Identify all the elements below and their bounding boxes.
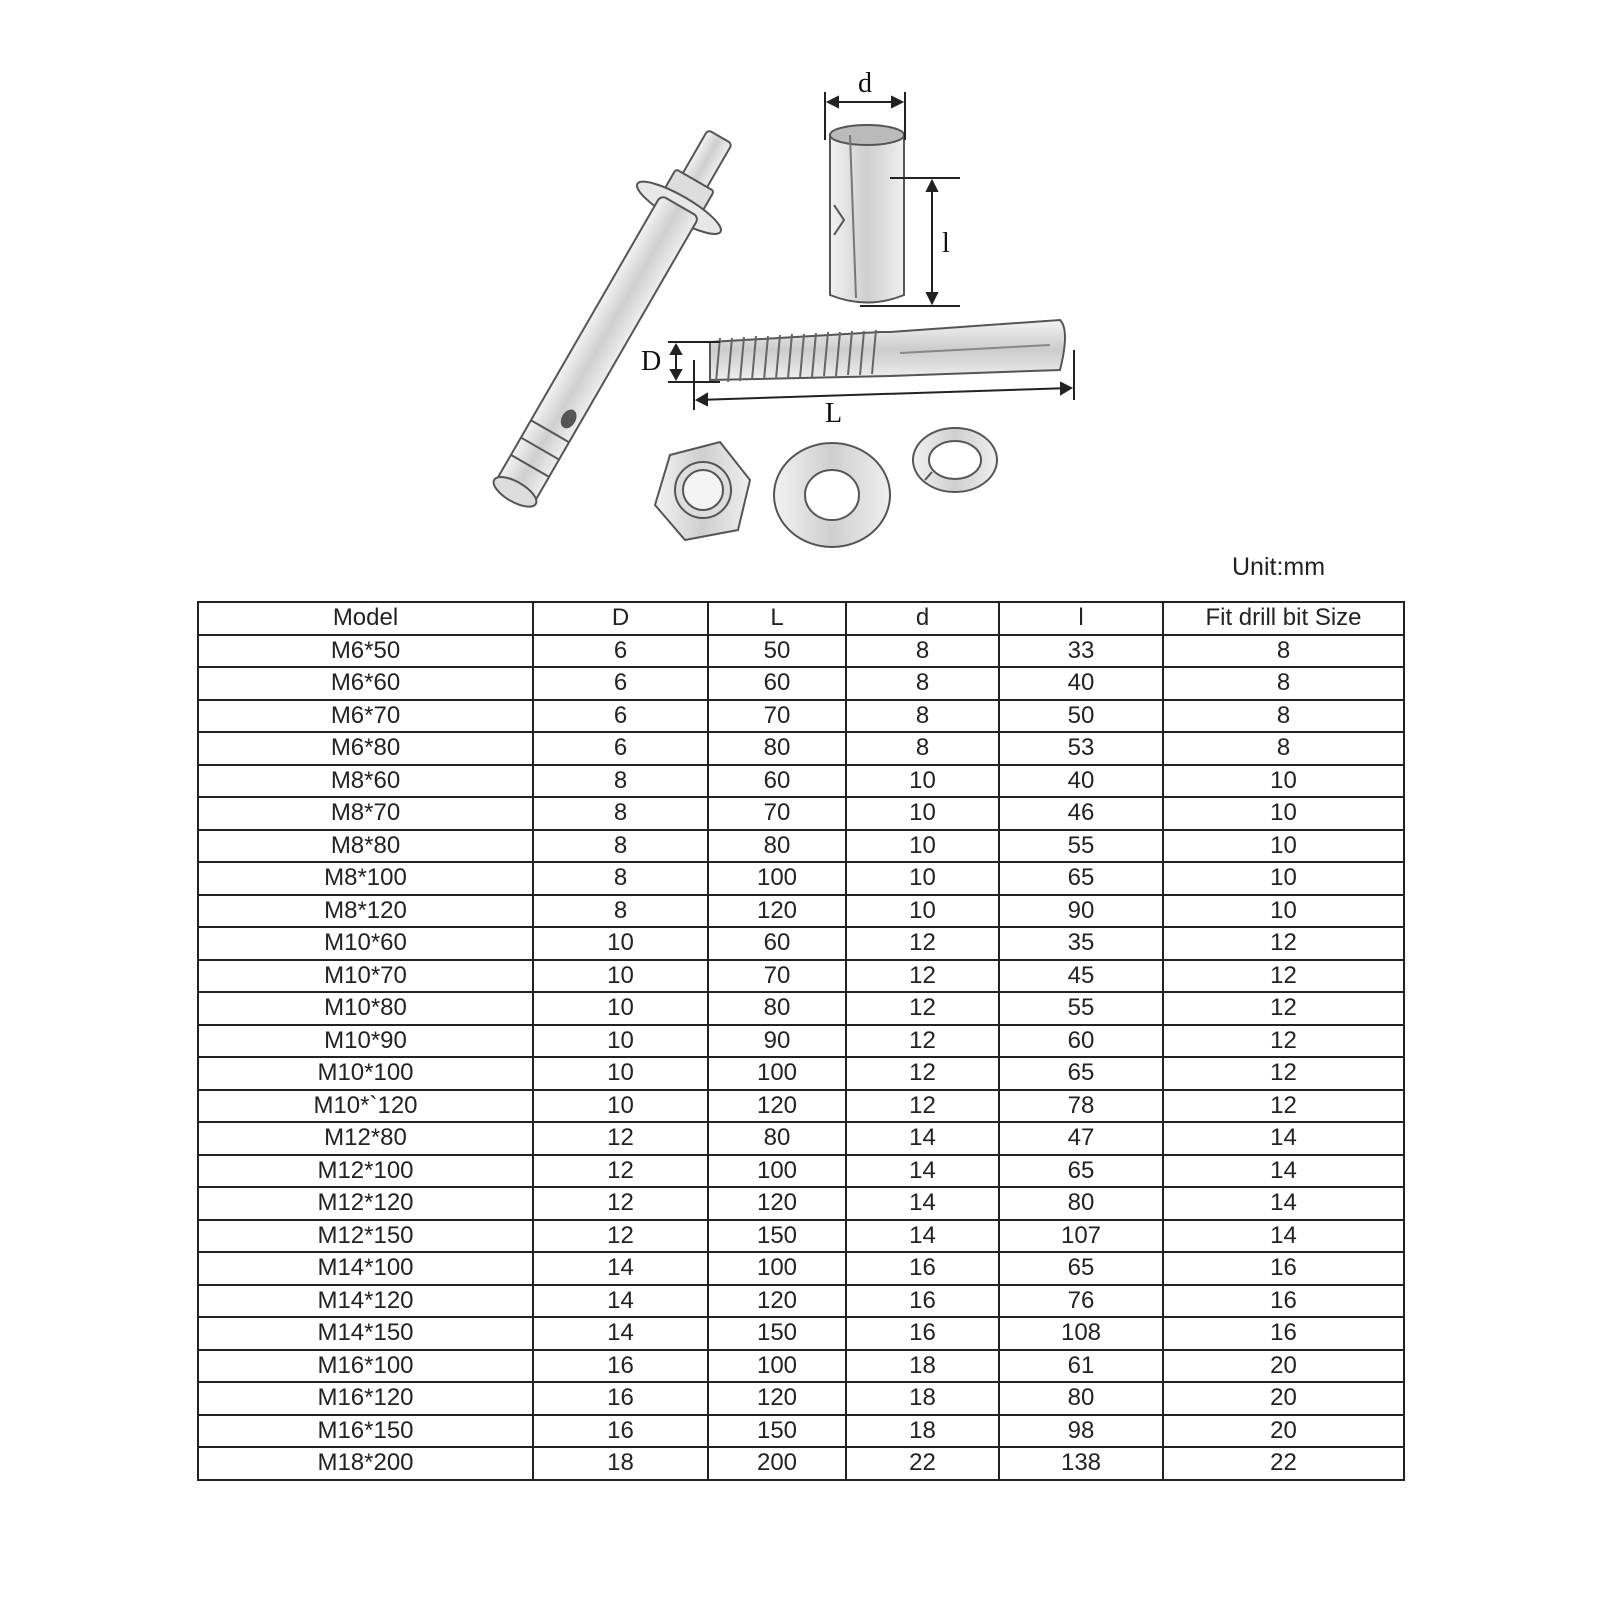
- cell-l: 107: [999, 1220, 1163, 1253]
- cell-l: 47: [999, 1122, 1163, 1155]
- table-row: [198, 1057, 1404, 1090]
- dimension-L-label: L: [825, 398, 843, 429]
- cell-drill-bit-size: 16: [1163, 1317, 1404, 1350]
- cell-D: 6: [533, 635, 708, 668]
- cell-drill-bit-size: 10: [1163, 765, 1404, 798]
- cell-L: 120: [708, 1090, 846, 1123]
- cell-d: 16: [846, 1285, 999, 1318]
- header-drill-bit-size: Fit drill bit Size: [1163, 602, 1404, 635]
- cell-d: 10: [846, 797, 999, 830]
- cell-D: 8: [533, 830, 708, 863]
- cell-D: 6: [533, 667, 708, 700]
- cell-D: 10: [533, 1057, 708, 1090]
- cell-drill-bit-size: 16: [1163, 1252, 1404, 1285]
- cell-l: 65: [999, 1252, 1163, 1285]
- cell-D: 14: [533, 1317, 708, 1350]
- table-row: [198, 1415, 1404, 1448]
- cell-D: 6: [533, 732, 708, 765]
- cell-l: 108: [999, 1317, 1163, 1350]
- cell-D: 8: [533, 895, 708, 928]
- cell-drill-bit-size: 12: [1163, 1057, 1404, 1090]
- cell-L: 150: [708, 1220, 846, 1253]
- cell-D: 6: [533, 700, 708, 733]
- cell-L: 120: [708, 1382, 846, 1415]
- cell-L: 100: [708, 1155, 846, 1188]
- cell-d: 8: [846, 700, 999, 733]
- cell-L: 70: [708, 797, 846, 830]
- table-row: [198, 732, 1404, 765]
- cell-d: 12: [846, 992, 999, 1025]
- spring-washer: [913, 428, 997, 492]
- table-row: [198, 927, 1404, 960]
- cell-l: 76: [999, 1285, 1163, 1318]
- table-row: [198, 960, 1404, 993]
- table-row: [198, 1090, 1404, 1123]
- table-row: [198, 895, 1404, 928]
- threaded-bolt: [710, 320, 1065, 382]
- cell-l: 33: [999, 635, 1163, 668]
- cell-l: 65: [999, 862, 1163, 895]
- table-body: [198, 635, 1404, 1480]
- cell-L: 80: [708, 732, 846, 765]
- table-row: [198, 1155, 1404, 1188]
- expansion-sleeve: [830, 125, 904, 303]
- cell-D: 10: [533, 1025, 708, 1058]
- cell-d: 14: [846, 1155, 999, 1188]
- cell-drill-bit-size: 12: [1163, 1090, 1404, 1123]
- cell-model: M12*80: [198, 1122, 533, 1155]
- table-row: [198, 635, 1404, 668]
- cell-drill-bit-size: 20: [1163, 1415, 1404, 1448]
- header-l: l: [999, 602, 1163, 635]
- cell-l: 80: [999, 1187, 1163, 1220]
- cell-D: 16: [533, 1415, 708, 1448]
- cell-model: M16*150: [198, 1415, 533, 1448]
- cell-L: 60: [708, 927, 846, 960]
- cell-model: M8*70: [198, 797, 533, 830]
- cell-L: 70: [708, 700, 846, 733]
- cell-L: 90: [708, 1025, 846, 1058]
- cell-l: 46: [999, 797, 1163, 830]
- cell-l: 80: [999, 1382, 1163, 1415]
- cell-d: 18: [846, 1415, 999, 1448]
- cell-L: 60: [708, 667, 846, 700]
- cell-d: 10: [846, 830, 999, 863]
- cell-D: 14: [533, 1252, 708, 1285]
- cell-model: M10*90: [198, 1025, 533, 1058]
- header-D: D: [533, 602, 708, 635]
- cell-drill-bit-size: 10: [1163, 895, 1404, 928]
- cell-model: M12*120: [198, 1187, 533, 1220]
- cell-d: 16: [846, 1317, 999, 1350]
- table-row: [198, 1317, 1404, 1350]
- header-model: Model: [198, 602, 533, 635]
- cell-D: 12: [533, 1220, 708, 1253]
- cell-drill-bit-size: 16: [1163, 1285, 1404, 1318]
- cell-l: 53: [999, 732, 1163, 765]
- cell-d: 16: [846, 1252, 999, 1285]
- cell-drill-bit-size: 8: [1163, 700, 1404, 733]
- cell-drill-bit-size: 12: [1163, 992, 1404, 1025]
- cell-d: 18: [846, 1350, 999, 1383]
- cell-l: 98: [999, 1415, 1163, 1448]
- cell-drill-bit-size: 12: [1163, 960, 1404, 993]
- cell-l: 55: [999, 830, 1163, 863]
- cell-model: M6*80: [198, 732, 533, 765]
- cell-d: 10: [846, 765, 999, 798]
- dimension-l-label: l: [942, 228, 950, 259]
- cell-L: 200: [708, 1447, 846, 1480]
- cell-model: M10*`120: [198, 1090, 533, 1123]
- cell-l: 78: [999, 1090, 1163, 1123]
- cell-model: M10*100: [198, 1057, 533, 1090]
- table-row: [198, 765, 1404, 798]
- cell-D: 16: [533, 1350, 708, 1383]
- cell-L: 120: [708, 895, 846, 928]
- cell-L: 150: [708, 1317, 846, 1350]
- cell-l: 55: [999, 992, 1163, 1025]
- cell-D: 8: [533, 765, 708, 798]
- cell-drill-bit-size: 20: [1163, 1350, 1404, 1383]
- cell-model: M14*150: [198, 1317, 533, 1350]
- dimension-D-label: D: [641, 346, 662, 377]
- cell-d: 12: [846, 960, 999, 993]
- anchor-bolt-diagram: [420, 70, 1120, 560]
- table-row: [198, 1025, 1404, 1058]
- cell-d: 8: [846, 667, 999, 700]
- cell-model: M16*120: [198, 1382, 533, 1415]
- cell-l: 35: [999, 927, 1163, 960]
- cell-drill-bit-size: 10: [1163, 797, 1404, 830]
- cell-model: M8*60: [198, 765, 533, 798]
- cell-model: M6*70: [198, 700, 533, 733]
- cell-model: M14*100: [198, 1252, 533, 1285]
- cell-L: 150: [708, 1415, 846, 1448]
- spec-table: [197, 601, 1405, 1481]
- cell-model: M14*120: [198, 1285, 533, 1318]
- cell-D: 16: [533, 1382, 708, 1415]
- cell-d: 18: [846, 1382, 999, 1415]
- cell-l: 45: [999, 960, 1163, 993]
- dimension-d-label: d: [858, 70, 872, 99]
- cell-l: 138: [999, 1447, 1163, 1480]
- cell-drill-bit-size: 8: [1163, 667, 1404, 700]
- cell-drill-bit-size: 10: [1163, 862, 1404, 895]
- table-row: [198, 797, 1404, 830]
- cell-l: 65: [999, 1155, 1163, 1188]
- cell-L: 120: [708, 1187, 846, 1220]
- cell-l: 40: [999, 667, 1163, 700]
- cell-d: 14: [846, 1122, 999, 1155]
- header-L: L: [708, 602, 846, 635]
- table-row: [198, 1252, 1404, 1285]
- cell-model: M16*100: [198, 1350, 533, 1383]
- table-row: [198, 992, 1404, 1025]
- cell-drill-bit-size: 20: [1163, 1382, 1404, 1415]
- cell-drill-bit-size: 12: [1163, 1025, 1404, 1058]
- cell-D: 12: [533, 1155, 708, 1188]
- cell-model: M8*120: [198, 895, 533, 928]
- cell-L: 100: [708, 1350, 846, 1383]
- cell-d: 14: [846, 1220, 999, 1253]
- cell-L: 80: [708, 1122, 846, 1155]
- cell-model: M18*200: [198, 1447, 533, 1480]
- cell-model: M12*150: [198, 1220, 533, 1253]
- table-row: [198, 1187, 1404, 1220]
- cell-D: 12: [533, 1122, 708, 1155]
- cell-L: 100: [708, 862, 846, 895]
- cell-d: 12: [846, 1025, 999, 1058]
- cell-model: M6*50: [198, 635, 533, 668]
- cell-D: 10: [533, 1090, 708, 1123]
- cell-L: 80: [708, 992, 846, 1025]
- cell-L: 50: [708, 635, 846, 668]
- table-row: [198, 1220, 1404, 1253]
- cell-model: M10*80: [198, 992, 533, 1025]
- cell-L: 120: [708, 1285, 846, 1318]
- cell-drill-bit-size: 8: [1163, 635, 1404, 668]
- cell-D: 10: [533, 960, 708, 993]
- table-row: [198, 830, 1404, 863]
- table-row: [198, 862, 1404, 895]
- cell-l: 90: [999, 895, 1163, 928]
- cell-model: M8*100: [198, 862, 533, 895]
- flat-washer: [774, 443, 890, 547]
- cell-D: 8: [533, 862, 708, 895]
- cell-l: 60: [999, 1025, 1163, 1058]
- table-row: [198, 700, 1404, 733]
- cell-d: 8: [846, 732, 999, 765]
- cell-L: 100: [708, 1252, 846, 1285]
- cell-D: 8: [533, 797, 708, 830]
- cell-drill-bit-size: 14: [1163, 1122, 1404, 1155]
- cell-drill-bit-size: 14: [1163, 1155, 1404, 1188]
- cell-d: 10: [846, 895, 999, 928]
- cell-d: 12: [846, 1090, 999, 1123]
- cell-D: 10: [533, 927, 708, 960]
- cell-drill-bit-size: 12: [1163, 927, 1404, 960]
- cell-drill-bit-size: 22: [1163, 1447, 1404, 1480]
- table-row: [198, 667, 1404, 700]
- header-d: d: [846, 602, 999, 635]
- cell-drill-bit-size: 14: [1163, 1187, 1404, 1220]
- cell-model: M8*80: [198, 830, 533, 863]
- cell-d: 14: [846, 1187, 999, 1220]
- cell-model: M10*70: [198, 960, 533, 993]
- cell-model: M6*60: [198, 667, 533, 700]
- cell-model: M10*60: [198, 927, 533, 960]
- table-row: [198, 1122, 1404, 1155]
- table-row: [198, 1382, 1404, 1415]
- cell-d: 12: [846, 927, 999, 960]
- cell-drill-bit-size: 10: [1163, 830, 1404, 863]
- unit-note: Unit:mm: [1232, 553, 1326, 581]
- cell-D: 14: [533, 1285, 708, 1318]
- cell-d: 8: [846, 635, 999, 668]
- cell-drill-bit-size: 14: [1163, 1220, 1404, 1253]
- cell-D: 10: [533, 992, 708, 1025]
- table-row: [198, 1447, 1404, 1480]
- cell-drill-bit-size: 8: [1163, 732, 1404, 765]
- hex-nut: [655, 442, 750, 540]
- cell-L: 100: [708, 1057, 846, 1090]
- cell-D: 12: [533, 1187, 708, 1220]
- cell-l: 61: [999, 1350, 1163, 1383]
- cell-d: 22: [846, 1447, 999, 1480]
- cell-l: 40: [999, 765, 1163, 798]
- cell-d: 10: [846, 862, 999, 895]
- cell-model: M12*100: [198, 1155, 533, 1188]
- cell-L: 60: [708, 765, 846, 798]
- cell-l: 65: [999, 1057, 1163, 1090]
- table-row: [198, 1285, 1404, 1318]
- cell-L: 80: [708, 830, 846, 863]
- cell-L: 70: [708, 960, 846, 993]
- table-row: [198, 1350, 1404, 1383]
- cell-D: 18: [533, 1447, 708, 1480]
- table-header-row: [198, 602, 1404, 635]
- cell-l: 50: [999, 700, 1163, 733]
- cell-d: 12: [846, 1057, 999, 1090]
